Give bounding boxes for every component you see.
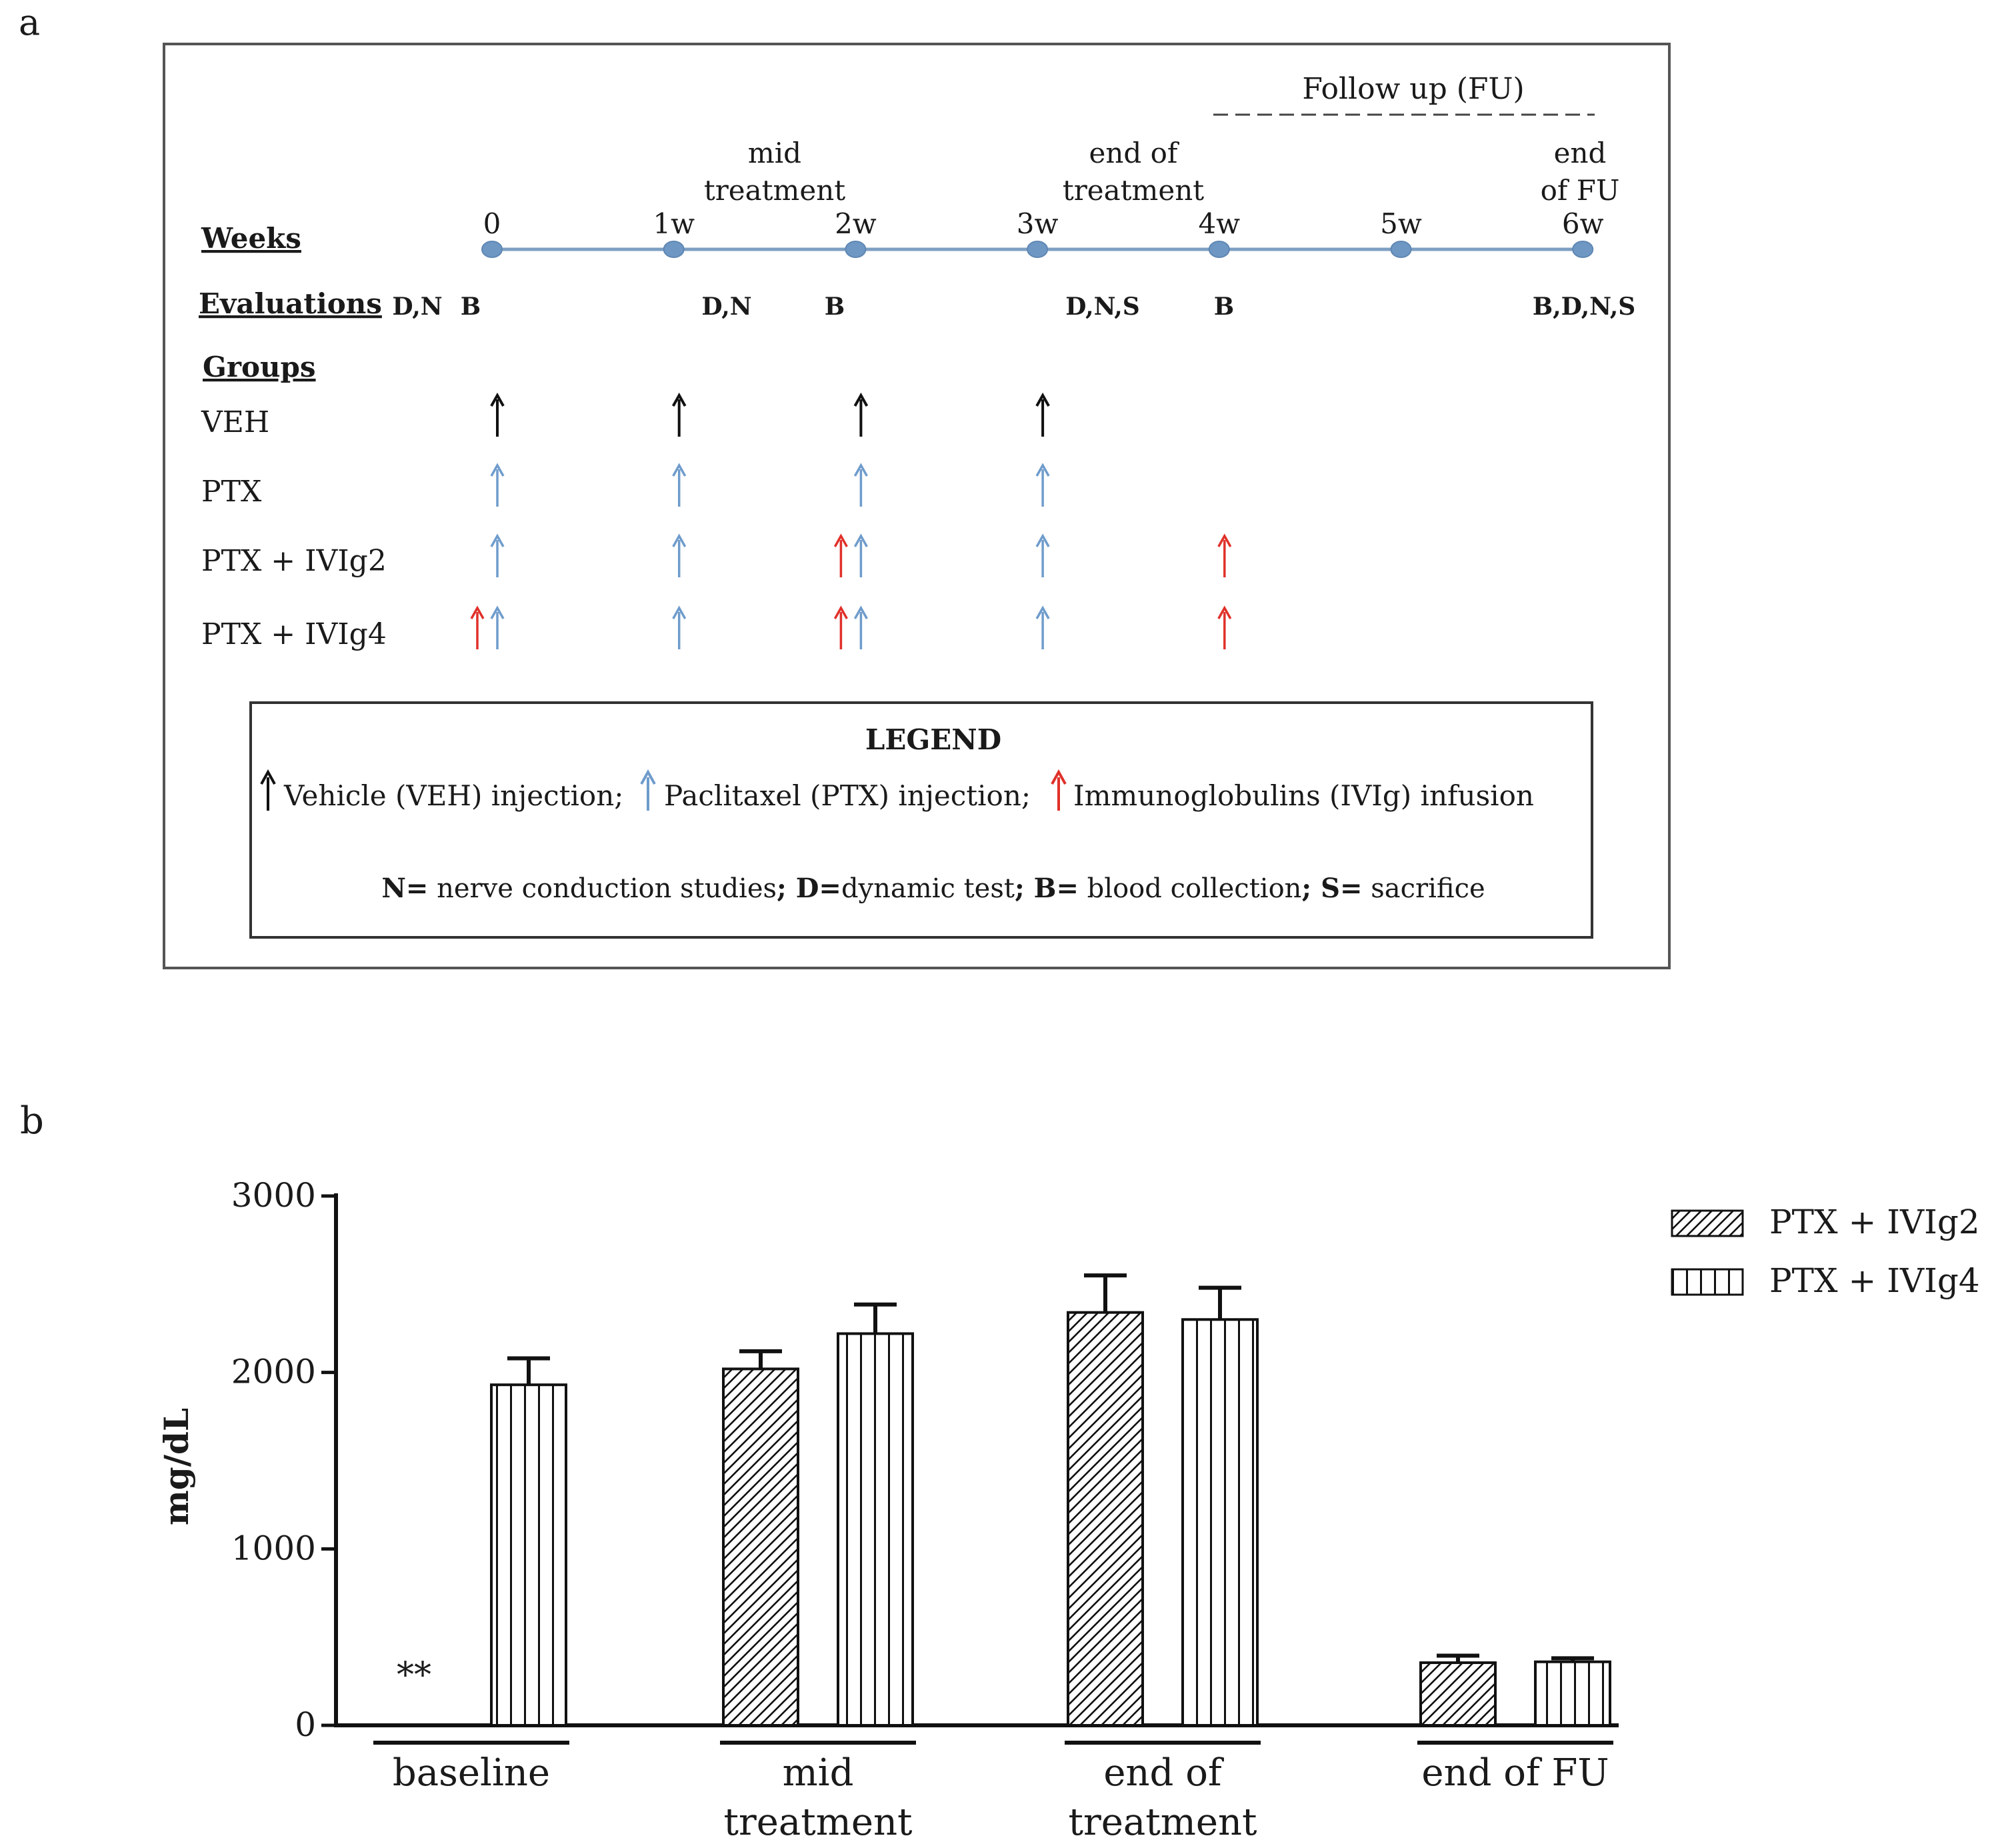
category-label-0-line0: baseline — [392, 1751, 551, 1795]
abbrev-s-key: ; S= — [1301, 873, 1363, 904]
arrow-vehicle-group0-week0 — [491, 395, 503, 437]
week-node-2 — [845, 241, 865, 257]
legend-title: LEGEND — [865, 723, 1002, 756]
phase-end-treatment-line1: end of — [1089, 137, 1178, 169]
category-label-1-line1: treatment — [723, 1801, 913, 1844]
panel-b — [20, 1099, 1980, 1844]
bar-ivig2-3 — [1421, 1663, 1495, 1725]
eval-week-3: D,N,S — [1065, 293, 1140, 321]
arrow-ivig-group3-week4 — [1219, 608, 1231, 649]
category-label-2-line0: end of — [1103, 1751, 1222, 1795]
week-node-3 — [1027, 241, 1047, 257]
bar-ivig4-2 — [1183, 1319, 1257, 1725]
chart-legend — [1672, 1203, 1980, 1300]
legend-swatch-ivig4 — [1672, 1269, 1743, 1295]
category-label-2-line1: treatment — [1068, 1801, 1257, 1844]
arrow-vehicle-group0-week2 — [855, 395, 867, 437]
follow-up-label: Follow up (FU) — [1302, 72, 1525, 106]
arrow-vehicle-group0-week3 — [1037, 395, 1049, 437]
evaluation-markers — [392, 293, 1635, 321]
week-node-5 — [1391, 241, 1411, 257]
protocol-frame — [164, 44, 1669, 968]
legend-vehicle-arrow-icon — [261, 772, 275, 811]
legend-ivig-text: Immunoglobulins (IVIg) infusion — [1073, 779, 1534, 812]
evaluations-row-label: Evaluations — [199, 287, 382, 320]
abbrev-n-text: nerve conduction studies — [428, 873, 777, 904]
panel-a-label: a — [19, 1, 41, 43]
week-tick-label-4: 4w — [1198, 207, 1241, 240]
arrow-ptx-group1-week1 — [673, 465, 685, 507]
error-bar-ivig2-1 — [739, 1351, 782, 1369]
arrow-ptx-group1-week3 — [1037, 465, 1049, 507]
significance-annotation-0: ** — [397, 1655, 431, 1695]
week-node-4 — [1209, 241, 1229, 257]
y-tick-label-2000: 2000 — [231, 1352, 316, 1391]
abbrev-n-key: N= — [381, 873, 429, 904]
phase-mid-treatment-line1: mid — [747, 137, 802, 169]
panel-b-label: b — [20, 1099, 44, 1143]
y-tick-label-1000: 1000 — [231, 1529, 316, 1568]
abbrev-b-text: blood collection — [1078, 873, 1302, 904]
abbrev-d-key: ; D= — [777, 873, 841, 904]
bar-ivig2-1 — [723, 1369, 798, 1725]
legend-ptx-text: Paclitaxel (PTX) injection; — [664, 779, 1031, 812]
week-node-6 — [1573, 241, 1593, 257]
arrow-ptx-group1-week0 — [491, 465, 503, 507]
group-labels — [201, 405, 387, 651]
legend-vehicle-text: Vehicle (VEH) injection; — [284, 779, 624, 812]
y-axis-title: mg/dL — [157, 1407, 196, 1526]
week-tick-label-1: 1w — [653, 207, 695, 240]
arrow-ptx-group2-week3 — [1037, 536, 1049, 577]
abbrev-d-text: dynamic test — [841, 873, 1015, 904]
arrow-ivig-group3-week0 — [471, 608, 483, 649]
arrow-ivig-group2-week4 — [1219, 536, 1231, 577]
week-tick-label-5: 5w — [1380, 207, 1422, 240]
arrow-ptx-group3-week2 — [855, 608, 867, 649]
arrow-ptx-group2-week2 — [855, 536, 867, 577]
arrow-ivig-group2-week2 — [835, 536, 847, 577]
arrow-ptx-group3-week0 — [491, 608, 503, 649]
arrow-ptx-group3-week3 — [1037, 608, 1049, 649]
phase-end-fu-line2: of FU — [1540, 174, 1620, 207]
error-bar-ivig2-2 — [1084, 1275, 1127, 1313]
arrow-ptx-group2-week1 — [673, 536, 685, 577]
abbrev-s-text: sacrifice — [1362, 873, 1485, 904]
group-label-ptx-ivig4: PTX + IVIg4 — [201, 617, 387, 651]
abbrev-b-key: ; B= — [1014, 873, 1079, 904]
legend-ivig-arrow-icon — [1052, 772, 1065, 811]
groups-row-label: Groups — [203, 351, 316, 383]
panel-a — [19, 1, 1669, 968]
bar-ivig4-0 — [491, 1385, 566, 1725]
arrow-ptx-group2-week0 — [491, 536, 503, 577]
group-arrows — [471, 395, 1231, 649]
eval-pre: D,N — [392, 293, 443, 321]
week-tick-label-6: 6w — [1561, 207, 1604, 240]
bar-chart — [231, 1176, 1980, 1844]
legend-abbreviations — [381, 873, 1485, 904]
legend-label-ivig2: PTX + IVIg2 — [1769, 1203, 1980, 1241]
week-tick-label-0: 0 — [483, 207, 501, 240]
arrow-ivig-group3-week2 — [835, 608, 847, 649]
category-label-1-line0: mid — [782, 1751, 854, 1795]
category-label-3-line0: end of FU — [1421, 1751, 1609, 1795]
eval-week-6: B,D,N,S — [1532, 293, 1636, 321]
phase-mid-treatment-line2: treatment — [703, 174, 846, 207]
eval-week-2: B — [824, 293, 845, 321]
bar-ivig4-1 — [838, 1333, 913, 1725]
week-node-0 — [482, 241, 502, 257]
legend-ptx-arrow-icon — [641, 772, 655, 811]
arrow-ptx-group1-week2 — [855, 465, 867, 507]
weeks-row-label: Weeks — [201, 222, 301, 255]
y-tick-label-0: 0 — [295, 1705, 316, 1744]
phase-end-fu-line1: end — [1553, 137, 1607, 169]
week-tick-label-2: 2w — [835, 207, 877, 240]
error-bar-ivig4-1 — [854, 1305, 897, 1334]
phase-end-treatment-line2: treatment — [1062, 174, 1205, 207]
error-bar-ivig4-0 — [507, 1358, 550, 1385]
y-tick-label-3000: 3000 — [231, 1176, 316, 1215]
week-node-1 — [664, 241, 684, 257]
eval-week-1: D,N — [701, 293, 752, 321]
group-label-ptx: PTX — [201, 475, 262, 509]
week-tick-label-3: 3w — [1016, 207, 1059, 240]
eval-week-0: B — [460, 293, 481, 321]
arrow-vehicle-group0-week1 — [673, 395, 685, 437]
legend-label-ivig4: PTX + IVIg4 — [1769, 1261, 1980, 1300]
bar-ivig4-3 — [1535, 1662, 1610, 1725]
arrow-ptx-group3-week1 — [673, 608, 685, 649]
bar-ivig2-2 — [1068, 1313, 1143, 1725]
error-bar-ivig4-2 — [1199, 1288, 1241, 1320]
eval-week-4: B — [1213, 293, 1235, 321]
group-label-ptx-ivig2: PTX + IVIg2 — [201, 544, 387, 578]
group-label-veh: VEH — [201, 405, 270, 439]
legend-swatch-ivig2 — [1672, 1211, 1743, 1236]
